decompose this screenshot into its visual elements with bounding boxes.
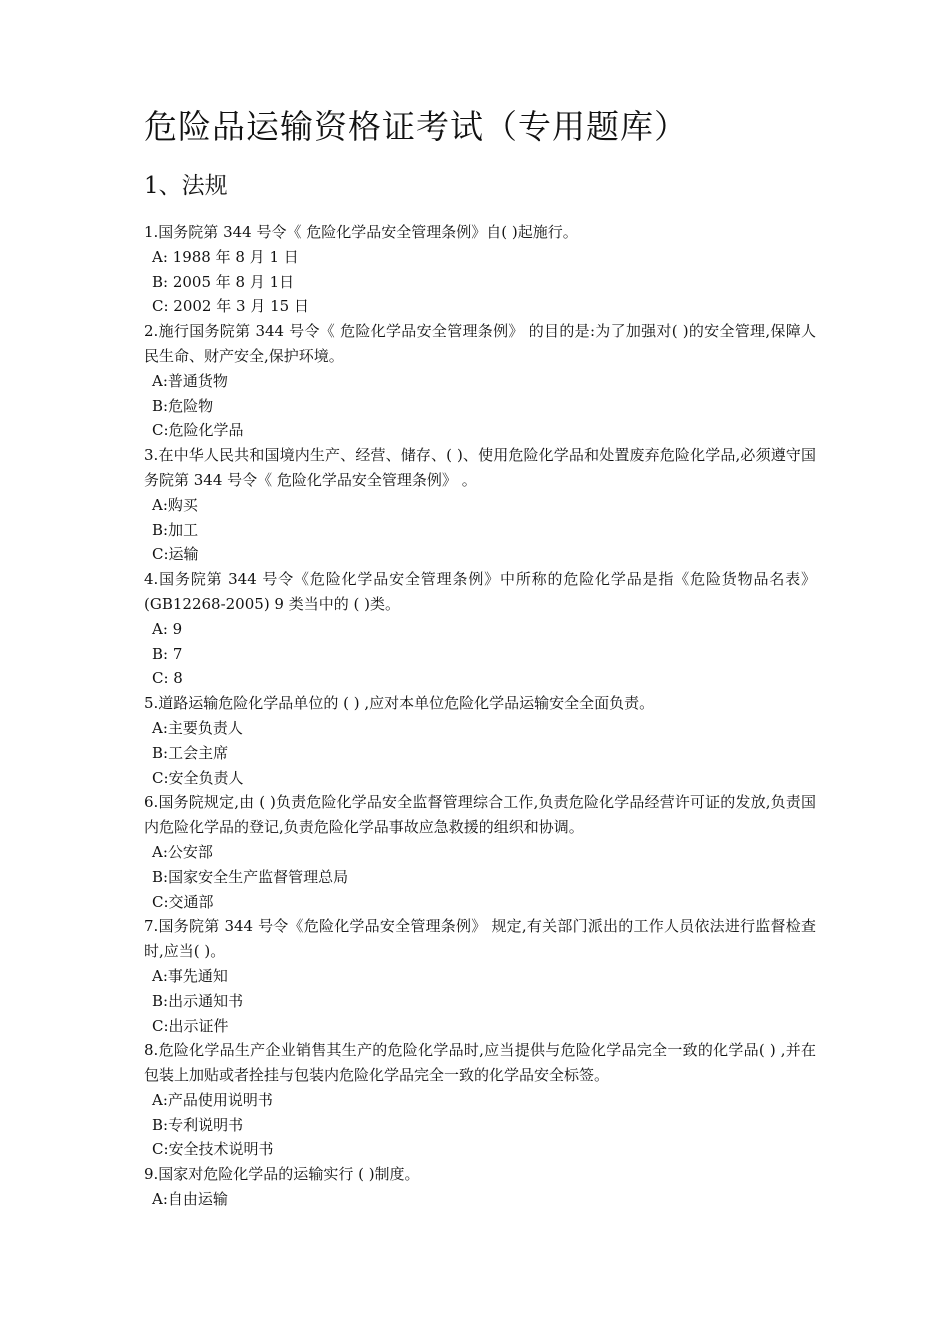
answer-option: C: 2002 年 3 月 15 日 [152,297,309,316]
question-list [144,220,816,1212]
answer-option: A:购买 [152,495,198,514]
answer-option: C:危险化学品 [152,421,244,440]
question-item [144,691,816,790]
answer-option: C:安全技术说明书 [152,1140,274,1159]
question-stem: 1.国务院第 344 号令《 危险化学品安全管理条例》自( )起施行。 [144,223,578,241]
answer-option: A:主要负责人 [152,718,243,737]
question-item [144,914,816,1038]
option-list [144,716,816,790]
question-item [144,1038,816,1162]
question-stem: 4.国务院第 344 号令《危险化学品安全管理条例》中所称的危险化学品是指《危险货物品名表》(GB12268-2005) 9 类当中的 ( )类。 [144,570,816,613]
question-stem: 7.国务院第 344 号令《危险化学品安全管理条例》 规定,有关部门派出的工作人员依法进行监督检查时,应当( )。 [144,917,816,961]
option-list [144,245,816,319]
question-item [144,790,816,914]
question-stem: 5.道路运输危险化学品单位的 ( ) ,应对本单位危险化学品运输安全全面负责。 [144,694,655,713]
question-stem: 2.施行国务院第 344 号令《 危险化学品安全管理条例》 的目的是:为了加强对( )的安全管理,保障人民生命、财产安全,保护环境。 [144,322,816,365]
question-item [144,1162,816,1212]
section-heading: 1、法规 [144,173,228,199]
answer-option: A:产品使用说明书 [152,1090,273,1109]
question-item [144,319,816,443]
answer-option: B:出示通知书 [152,991,244,1010]
question-item [144,567,816,691]
answer-option: A:普通货物 [152,371,228,390]
answer-option: B: 7 [152,644,183,663]
option-list [144,493,816,567]
answer-option: A:事先通知 [152,966,228,985]
answer-option: A: 1988 年 8 月 1 日 [152,247,299,266]
question-stem: 3.在中华人民共和国境内生产、经营、储存、( )、使用危险化学品和处置废弃危险化学品,必须遵守国务院第 344 号令《 危险化学品安全管理条例》 。 [144,446,816,489]
answer-option: B:加工 [152,520,199,539]
question-item [144,443,816,567]
option-list [144,617,816,691]
answer-option: B:危险物 [152,396,214,415]
question-item [144,220,816,319]
option-list [144,1088,816,1162]
answer-option: C:安全负责人 [152,768,244,787]
answer-option: C:运输 [152,545,199,564]
option-list [144,840,816,914]
document-title: 危险品运输资格证考试（专用题库） [144,107,688,146]
option-list [144,964,816,1038]
question-stem: 6.国务院规定,由 ( )负责危险化学品安全监督管理综合工作,负责危险化学品经营许可证的发放,负责国内危险化学品的登记,负责危险化学品事故应急救援的组织和协调。 [144,793,816,837]
answer-option: B:专利说明书 [152,1115,244,1134]
answer-option: A:自由运输 [152,1190,228,1209]
answer-option: C:出示证件 [152,1016,229,1035]
answer-option: B:国家安全生产监督管理总局 [152,867,349,886]
answer-option: A: 9 [152,619,183,638]
question-stem: 9.国家对危险化学品的运输实行 ( )制度。 [144,1165,420,1184]
answer-option: C:交通部 [152,892,214,911]
answer-option: C: 8 [152,669,183,688]
option-list [144,1187,816,1212]
option-list [144,369,816,443]
answer-option: A:公安部 [152,842,213,861]
question-stem: 8.危险化学品生产企业销售其生产的危险化学品时,应当提供与危险化学品完全一致的化学品( ) ,并在包装上加贴或者拴挂与包装内危险化学品完全一致的化学品安全标签。 [144,1041,816,1085]
answer-option: B: 2005 年 8 月 1日 [152,272,295,291]
answer-option: B:工会主席 [152,743,229,762]
